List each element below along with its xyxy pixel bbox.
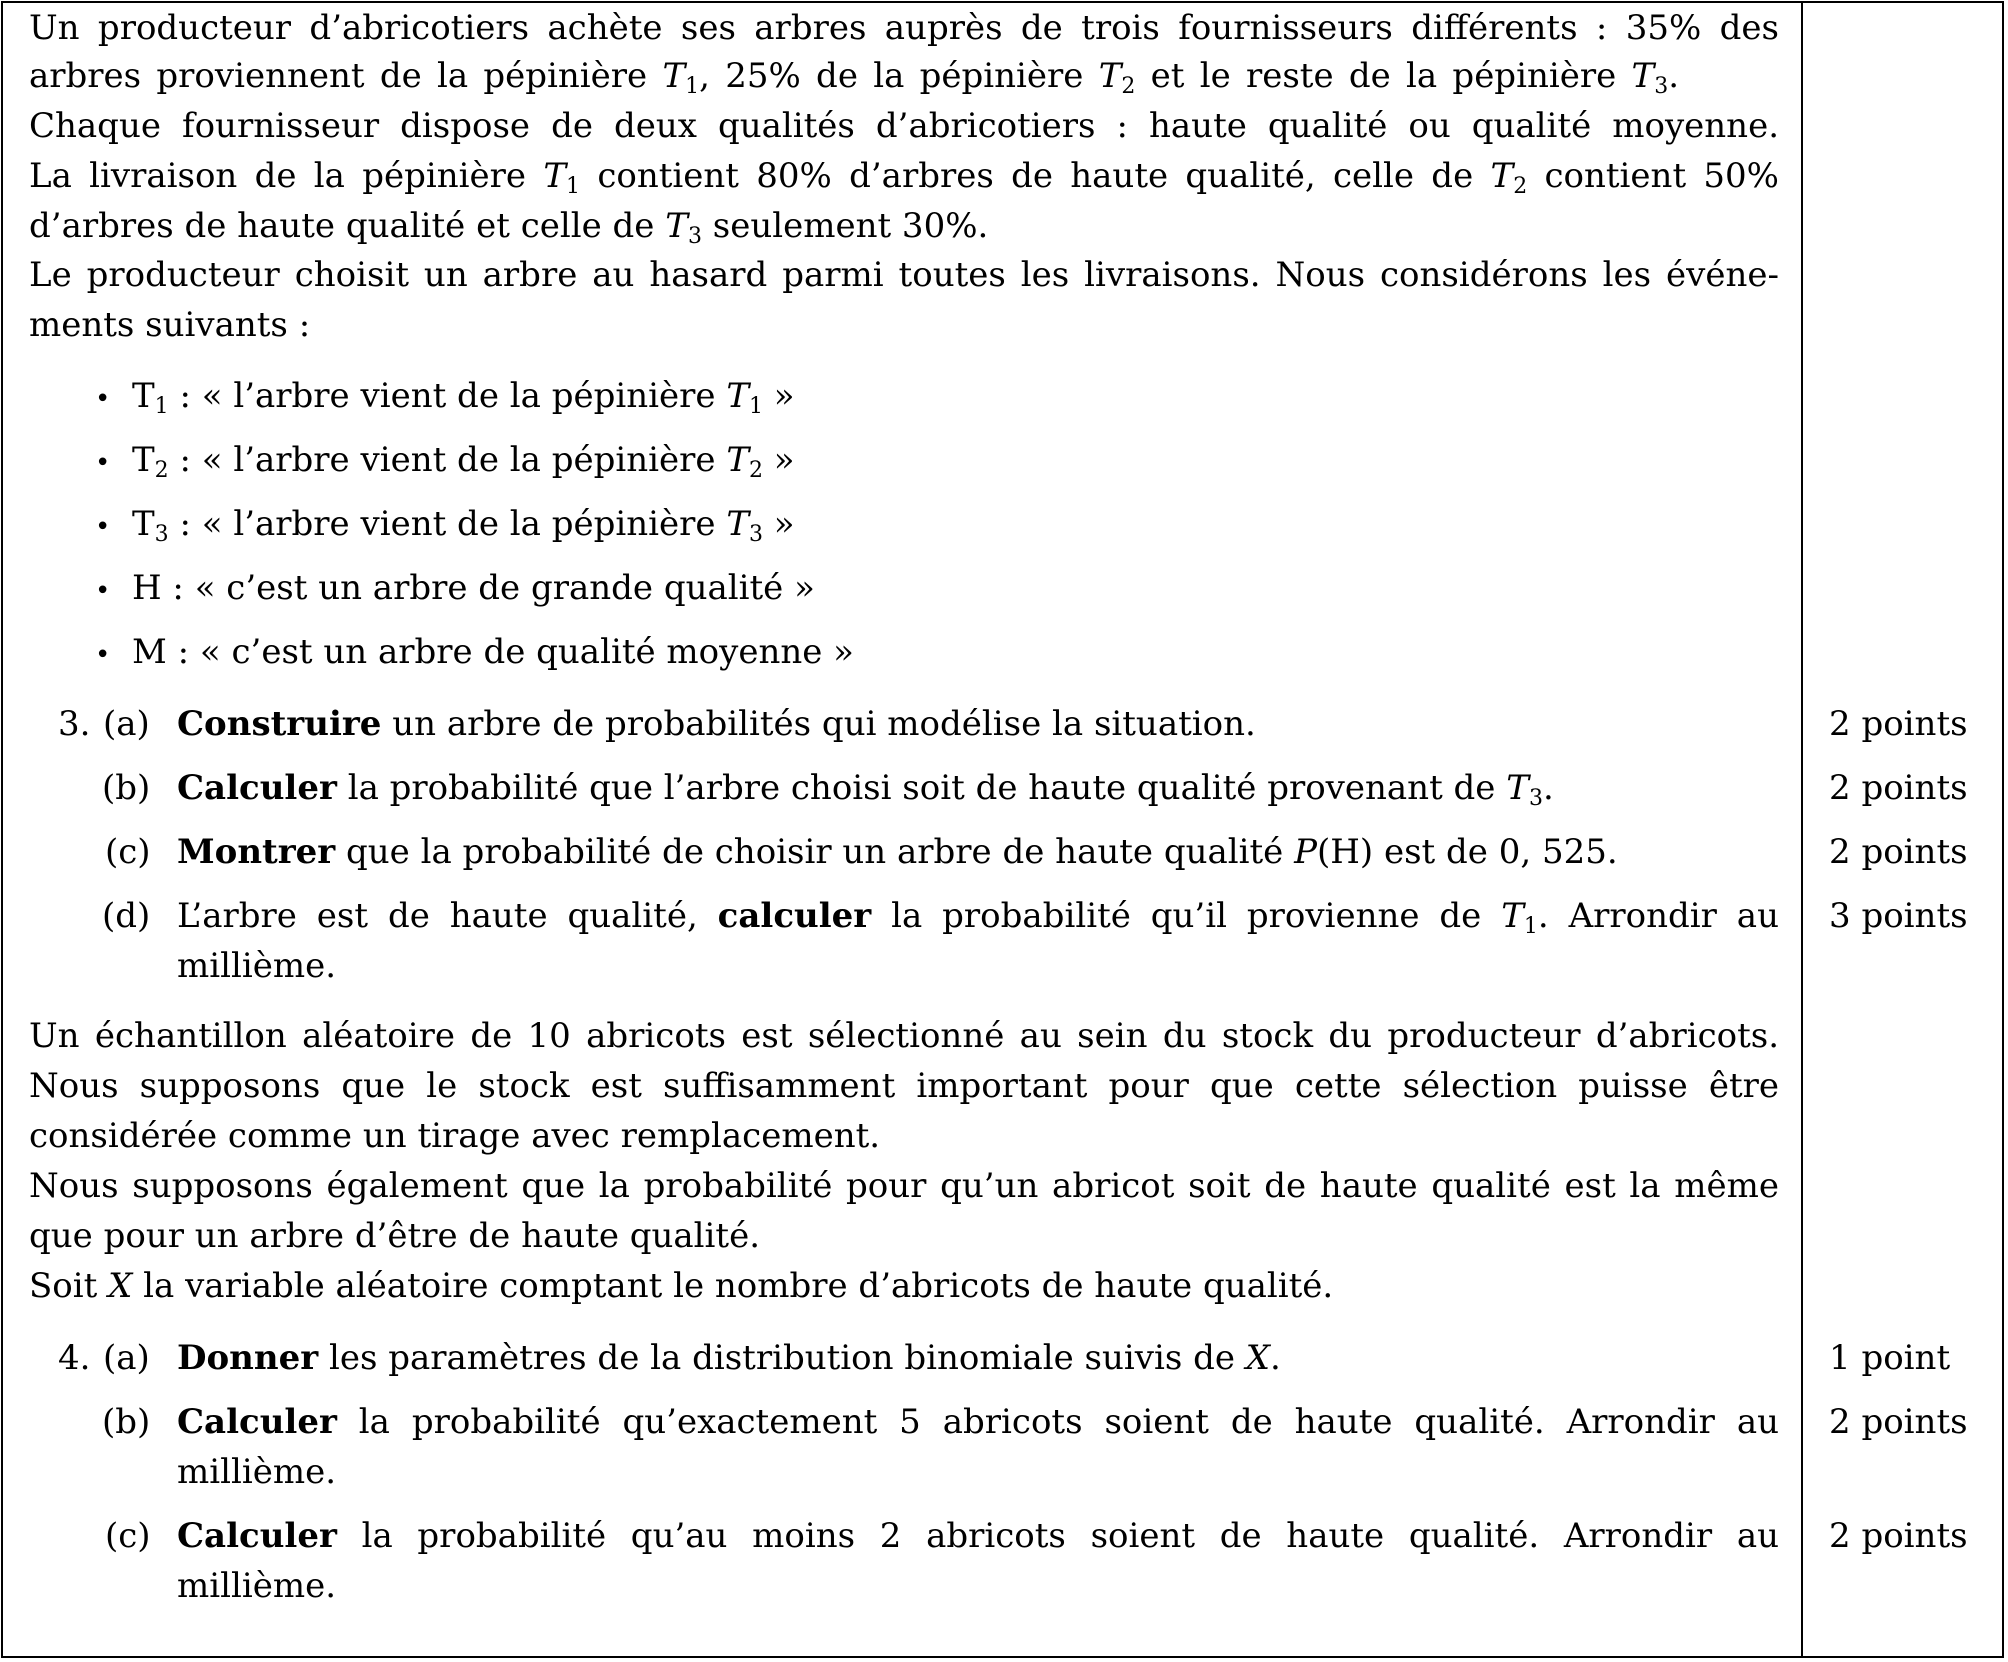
para2-line-4: Nous supposons également que la probabilité pour qu’un abricot soit de haute qualité est la même <box>29 1166 1779 1206</box>
subquestion-label: (c) <box>105 832 151 872</box>
subquestion-label: (c) <box>105 1516 151 1556</box>
para2-line-1: Un échantillon aléatoire de 10 abricots est sélectionné au sein du stock du producteur d’abricots. <box>29 1016 1779 1056</box>
question-4b-continuation: millième. <box>177 1452 337 1492</box>
event-item-t3: • $T_3$ : « l’arbre vient de la pépinière $T_3$ » <box>95 504 795 547</box>
intro-line-6: Le producteur choisit un arbre au hasard parmi toutes les livraisons. Nous considérons les événe- <box>29 255 1779 295</box>
question-3d-continuation: millième. <box>177 946 337 986</box>
para2-line-2: Nous supposons que le stock est suffisamment important pour que cette sélection puisse être <box>29 1066 1779 1106</box>
subquestion-label: (a) <box>103 704 150 744</box>
subquestion-label: (a) <box>103 1338 150 1378</box>
points-3a: 2 points <box>1829 704 1968 744</box>
question-3a-text: Construire un arbre de probabilités qui modélise la situation. <box>177 704 1256 744</box>
question-3c-text: Montrer que la probabilité de choisir un arbre de haute qualité P(H) est de 0, 525. <box>177 832 1618 872</box>
points-3d: 3 points <box>1829 896 1968 936</box>
subquestion-label: (b) <box>102 1402 151 1442</box>
question-4a-text: Donner les paramètres de la distribution binomiale suivis de X. <box>177 1338 1281 1378</box>
points-4a: 1 point <box>1829 1338 1951 1378</box>
event-item-m: • M : « c’est un arbre de qualité moyenne » <box>95 632 854 672</box>
points-4c: 2 points <box>1829 1516 1968 1556</box>
question-number: 4. <box>58 1338 91 1378</box>
question-4c-text: Calculer la probabilité qu’au moins 2 abricots soient de haute qualité. Arrondir au <box>177 1516 1779 1556</box>
event-item-t1: • $T_1$ : « l’arbre vient de la pépinière $T_1$ » <box>95 376 795 419</box>
subquestion-label: (b) <box>102 768 151 808</box>
intro-line-4: La livraison de la pépinière $T_1$ contient 80% d’arbres de haute qualité, celle de $T_2$ contient 50% <box>29 156 1779 199</box>
intro-line-3: Chaque fournisseur dispose de deux qualités d’abricotiers : haute qualité ou qualité moyenne. <box>29 106 1779 146</box>
para2-line-5: que pour un arbre d’être de haute qualité. <box>29 1216 761 1256</box>
intro-line-7: ments suivants : <box>29 305 311 345</box>
para2-line-3: considérée comme un tirage avec remplacement. <box>29 1116 881 1156</box>
para2-line-6: Soit X la variable aléatoire comptant le nombre d’abricots de haute qualité. <box>29 1266 1334 1306</box>
column-divider <box>1801 3 1803 1656</box>
event-item-h: • H : « c’est un arbre de grande qualité » <box>95 568 815 608</box>
points-4b: 2 points <box>1829 1402 1968 1442</box>
exercise-table <box>1 1 2004 1658</box>
points-3b: 2 points <box>1829 768 1968 808</box>
intro-line-1: Un producteur d’abricotiers achète ses arbres auprès de trois fournisseurs différents : 35% des <box>29 8 1779 48</box>
question-number: 3. <box>58 704 91 744</box>
event-item-t2: • $T_2$ : « l’arbre vient de la pépinière $T_2$ » <box>95 440 795 483</box>
intro-line-2: arbres proviennent de la pépinière $T_1$, 25% de la pépinière $T_2$ et le reste de la pépinière $T_3$. <box>29 56 1679 99</box>
points-3c: 2 points <box>1829 832 1968 872</box>
question-4c-continuation: millième. <box>177 1566 337 1606</box>
subquestion-label: (d) <box>102 896 151 936</box>
intro-line-5: d’arbres de haute qualité et celle de $T_3$ seulement 30%. <box>29 206 989 249</box>
question-3d-text: L’arbre est de haute qualité, calculer la probabilité qu’il provienne de $T_1$. Arrondir au <box>177 896 1779 939</box>
question-4b-text: Calculer la probabilité qu’exactement 5 abricots soient de haute qualité. Arrondir au <box>177 1402 1779 1442</box>
question-3b-text: Calculer la probabilité que l’arbre choisi soit de haute qualité provenant de $T_3$. <box>177 768 1554 811</box>
